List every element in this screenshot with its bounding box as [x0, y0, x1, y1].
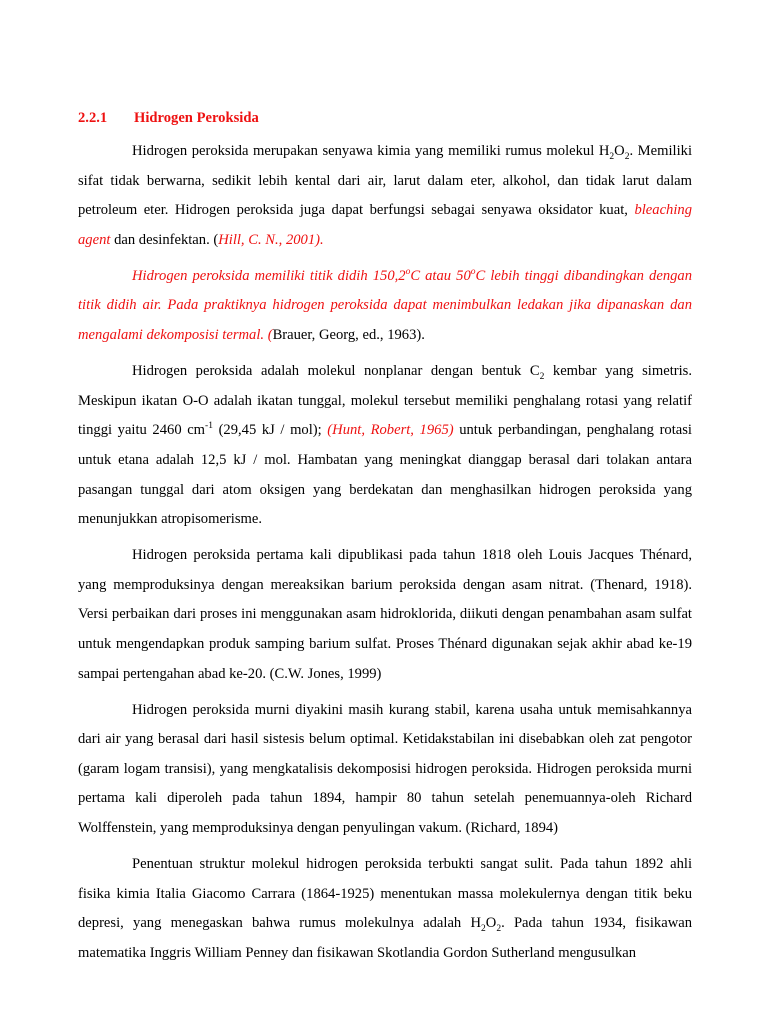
document-page	[78, 108, 692, 975]
section-number: 2.2.1	[78, 110, 108, 126]
paragraph-3: Hidrogen peroksida adalah molekul nonplanar dengan bentuk $C_2$ kembar yang simetris. Meskipun ikatan O-O adalah ikatan tunggal, molekul tersebut memiliki penghalang rotasi yang relatif tinggi yaitu 2460 $cm^{-1}$ (29,45 kJ / mol); (Hunt, Robert, 1965) untuk perbandingan, penghalang rotasi untuk etana adalah 12,5 kJ / mol. Hambatan yang meningkat dianggap berasal dari tolakan antara pasangan tunggal dari atom oksigen yang berdekatan dan menghasilkan hidrogen peroksida yang menunjukkan atropisomerisme.	[78, 363, 692, 528]
section-heading	[78, 108, 692, 128]
section-title: Hidrogen Peroksida	[134, 110, 259, 126]
paragraph-2: Hidrogen peroksida memiliki titik didih 150,2$^o$C atau 50$^o$C lebih tinggi dibandingkan dengan titik didih air. Pada praktiknya hidrogen peroksida dapat menimbulkan ledakan jika dipanaskan dan mengalami dekomposisi termal. (Brauer, Georg, ed., 1963).	[78, 267, 693, 344]
citation: Brauer, Georg, ed., 1963).	[272, 327, 425, 344]
paragraph-4: Hidrogen peroksida pertama kali dipublikasi pada tahun 1818 oleh Louis Jacques Thénard, yang memproduksinya dengan mereaksikan barium peroksida dengan asam nitrat. (Thenard, 1918). Versi perbaikan dari proses ini menggunakan asam hidroklorida, diikuti dengan penambahan asam sulfat untuk mengendapkan produk samping barium sulfat. Proses Thénard digunakan sejak akhir abad ke-19 sampai pertengahan abad ke-20. (C.W. Jones, 1999)	[78, 547, 692, 682]
paragraph-1: Hidrogen peroksida merupakan senyawa kimia yang memiliki rumus molekul $H_2O_2$. Memiliki sifat tidak berwarna, sedikit lebih kental dari air, larut dalam eter, alkohol, dan tidak larut dalam petroleum eter. Hidrogen peroksida juga dapat berfungsi sebagai senyawa oksidator kuat, bleaching agent dan desinfektan. (Hill, C. N., 2001).	[78, 143, 692, 248]
citation: Hill, C. N., 2001).	[218, 231, 324, 248]
paragraph-5: Hidrogen peroksida murni diyakini masih kurang stabil, karena usaha untuk memisahkannya dari air yang berasal dari hasil sistesis belum optimal. Ketidakstabilan ini disebabkan oleh zat pengotor (garam logam transisi), yang mengkatalisis dekomposisi hidrogen peroksida. Hidrogen peroksida murni pertama kali diperoleh pada tahun 1894, hampir 80 tahun setelah penemuannya-oleh Richard Wolffenstein, yang memproduksinya dengan penyulingan vakum. (Richard, 1894)	[78, 701, 692, 837]
paragraph-6: Penentuan struktur molekul hidrogen peroksida terbukti sangat sulit. Pada tahun 1892 ahli fisika kimia Italia Giacomo Carrara (1864-1925) menentukan massa molekulernya dengan titik beku depresi, yang menegaskan bahwa rumus molekulnya adalah $H_2O_2$. Pada tahun 1934, fisikawan matematika Inggris William Penney dan fisikawan Skotlandia Gordon Sutherland mengusulkan	[78, 856, 693, 961]
citation: (Hunt, Robert, 1965)	[327, 422, 454, 439]
italic-term: bleaching agent	[78, 202, 692, 248]
